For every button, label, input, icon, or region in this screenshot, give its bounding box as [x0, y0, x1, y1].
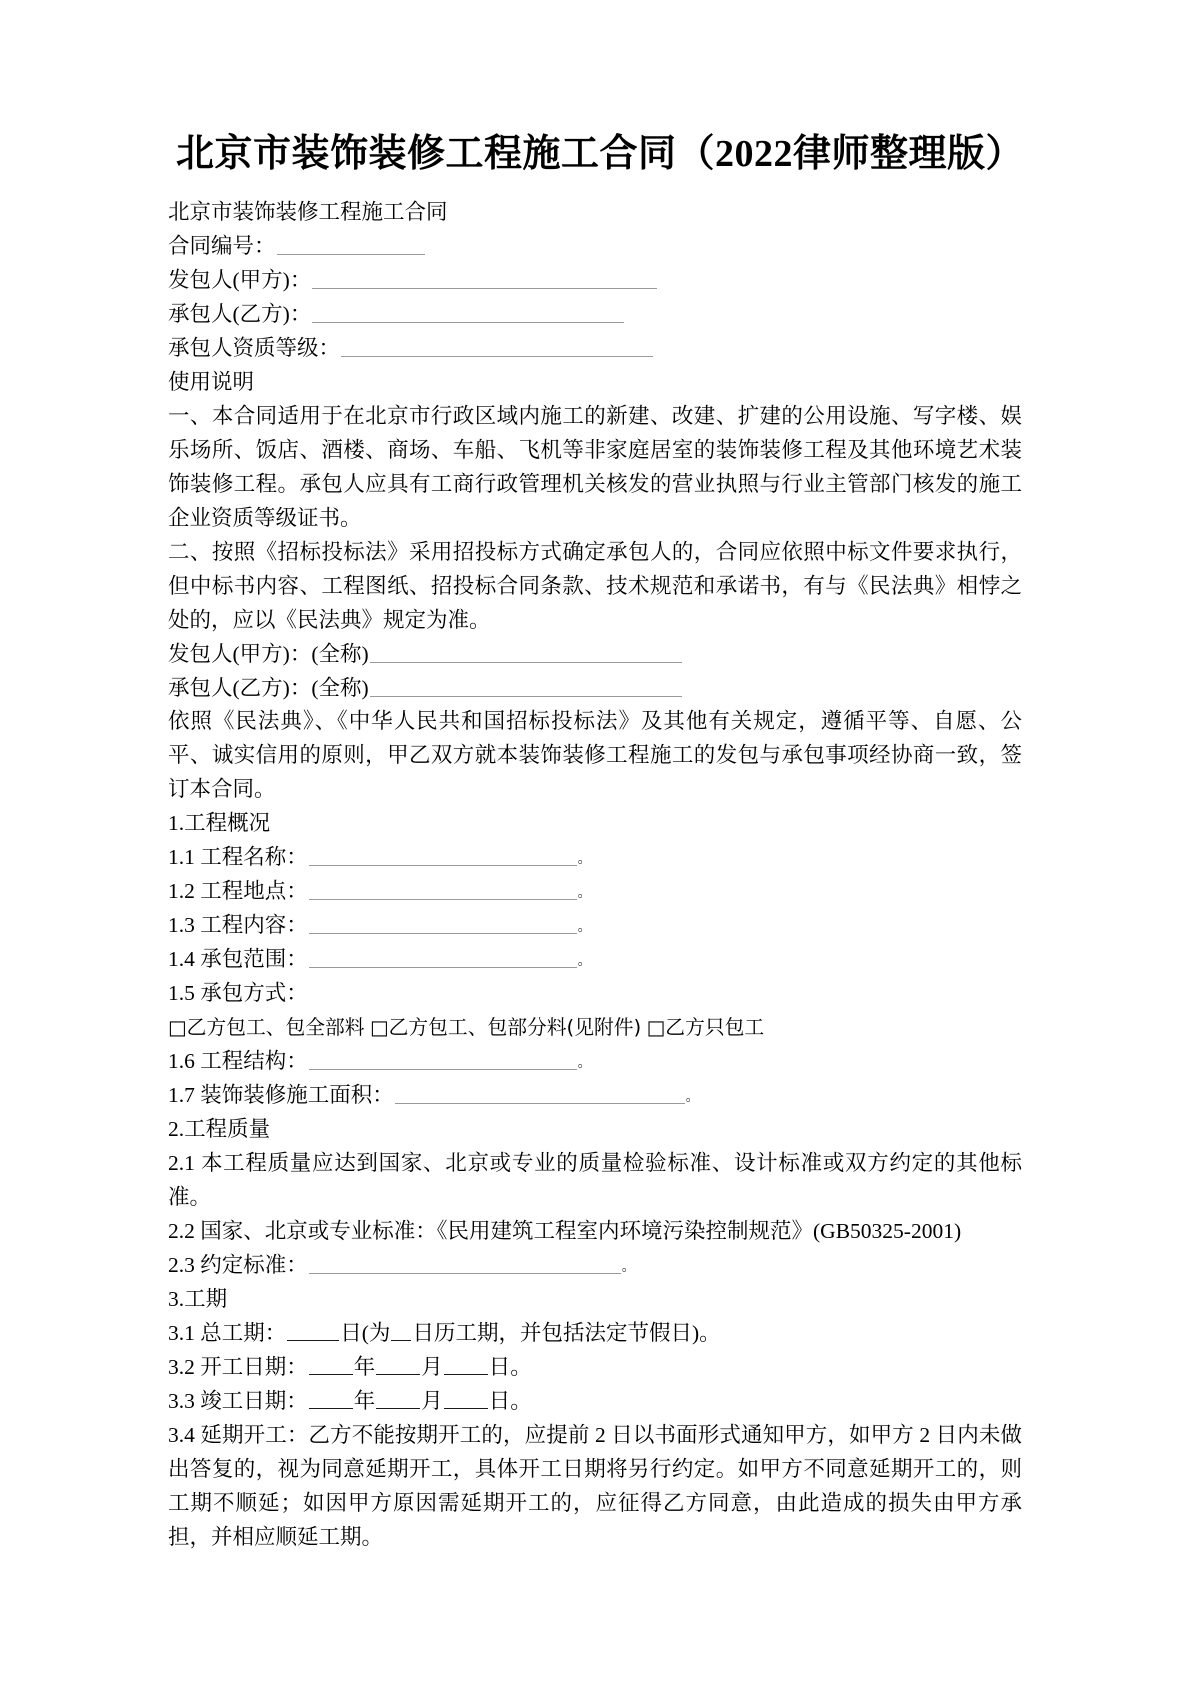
item-1-2-label: 工程地点： [200, 879, 308, 904]
item-1-4-label: 承包范围： [200, 947, 308, 972]
item-3-2-number: 3.2 [168, 1354, 195, 1379]
item-1-2 [168, 875, 1022, 909]
checkbox-option-2[interactable]: □乙方包工、包部分料(见附件) [369, 1016, 642, 1040]
item-1-3 [168, 909, 1022, 943]
qualification-label: 承包人资质等级： [168, 335, 341, 360]
section-3-number: 3. [168, 1286, 185, 1311]
item-1-4-blank[interactable] [309, 945, 577, 969]
field-party-b [168, 298, 1022, 332]
item-1-3-label: 工程内容： [200, 913, 308, 938]
item-2-3-tail: 。 [621, 1258, 636, 1274]
item-3-3 [168, 1385, 1022, 1419]
calendar-days-blank[interactable] [391, 1318, 411, 1341]
item-3-3-label: 竣工日期： [200, 1388, 308, 1413]
item-1-2-tail: 。 [577, 884, 592, 900]
item-1-1-blank[interactable] [309, 843, 577, 867]
item-3-1-label: 总工期： [200, 1320, 287, 1345]
party-a-full-label: 发包人(甲方)：(全称) [168, 641, 369, 666]
field-contract-number [168, 230, 1022, 264]
item-3-1-tail: 日历工期，并包括法定节假日)。 [412, 1320, 721, 1345]
end-year-blank[interactable] [309, 1386, 353, 1409]
contract-number-label: 合同编号： [168, 233, 276, 258]
checkbox-option-1[interactable]: □乙方包工、包全部料 [168, 1016, 365, 1040]
item-1-6-blank[interactable] [309, 1047, 577, 1071]
item-1-4-number: 1.4 [168, 947, 195, 972]
item-3-1-number: 3.1 [168, 1320, 195, 1345]
contract-mode-options [168, 1011, 1022, 1045]
item-1-5 [168, 977, 1022, 1011]
item-3-4: 3.4 延期开工：乙方不能按期开工的，应提前 2 日以书面形式通知甲方，如甲方 2 日内未做出答复的，视为同意延期开工，具体开工日期将另行约定。如甲方不同意延期开工的，则工期不顺延；如因甲方原因需延期开工的，应征得乙方同意，由此造成的损失由甲方承担，并相应顺延工期。 [168, 1422, 1022, 1549]
item-1-1-tail: 。 [577, 850, 592, 866]
document-body [168, 196, 1022, 1555]
section-1-number: 1. [168, 811, 185, 836]
start-day-unit: 日。 [488, 1354, 532, 1379]
start-day-blank[interactable] [444, 1352, 488, 1375]
item-1-2-number: 1.2 [168, 879, 195, 904]
total-duration-blank[interactable] [287, 1318, 339, 1341]
start-year-unit: 年 [353, 1354, 376, 1379]
start-year-blank[interactable] [309, 1352, 353, 1375]
heading-line: 北京市装饰装修工程施工合同 [168, 199, 448, 224]
checkbox-option-3[interactable]: □乙方只包工 [646, 1016, 765, 1040]
end-day-blank[interactable] [444, 1386, 488, 1409]
item-1-1-label: 工程名称： [200, 845, 308, 870]
party-a-label: 发包人(甲方)： [168, 267, 312, 292]
party-b-label: 承包人(乙方)： [168, 301, 312, 326]
party-b-blank[interactable] [312, 299, 624, 323]
item-1-7 [168, 1079, 1022, 1113]
field-party-b-full [168, 672, 1022, 706]
item-3-1-mid: 日(为 [340, 1320, 391, 1345]
section-1-heading [168, 807, 1022, 841]
usage-heading: 使用说明 [168, 369, 255, 394]
item-2-2: 2.2 国家、北京或专业标准：《民用建筑工程室内环境污染控制规范》(GB50325-2001) [168, 1219, 962, 1244]
section-2-heading [168, 1113, 1022, 1147]
item-1-4 [168, 943, 1022, 977]
page-title: 北京市装饰装修工程施工合同（2022律师整理版） [176, 133, 1025, 175]
item-3-2-label: 开工日期： [200, 1354, 308, 1379]
item-1-3-blank[interactable] [309, 911, 577, 935]
item-1-2-blank[interactable] [309, 877, 577, 901]
field-qualification [168, 332, 1022, 366]
usage-item-2: 二、按照《招标投标法》采用招投标方式确定承包人的，合同应依照中标文件要求执行，但中标书内容、工程图纸、招投标合同条款、技术规范和承诺书，有与《民法典》相悖之处的，应以《民法典》规定为准。 [168, 539, 1022, 632]
item-3-2 [168, 1351, 1022, 1385]
item-2-3-blank[interactable] [309, 1250, 621, 1274]
item-1-3-number: 1.3 [168, 913, 195, 938]
party-a-blank[interactable] [312, 265, 657, 289]
section-1-title: 工程概况 [184, 811, 271, 836]
item-1-5-label: 承包方式： [200, 981, 308, 1006]
item-1-5-number: 1.5 [168, 981, 195, 1006]
section-2-number: 2. [168, 1117, 185, 1142]
item-1-1 [168, 841, 1022, 875]
item-3-3-number: 3.3 [168, 1388, 195, 1413]
item-1-6-label: 工程结构： [200, 1049, 308, 1074]
qualification-blank[interactable] [341, 333, 653, 357]
section-2-title: 工程质量 [184, 1117, 271, 1142]
end-month-unit: 月 [421, 1388, 443, 1413]
item-1-6-tail: 。 [577, 1054, 592, 1070]
party-a-full-blank[interactable] [370, 639, 682, 663]
usage-item-1: 一、本合同适用于在北京市行政区域内施工的新建、改建、扩建的公用设施、写字楼、娱乐场所、饭店、酒楼、商场、车船、飞机等非家庭居室的装饰装修工程及其他环境艺术装饰装修工程。承包人应具有工商行政管理机关核发的营业执照与行业主管部门核发的施工企业资质等级证书。 [168, 403, 1022, 530]
item-2-1: 2.1 本工程质量应达到国家、北京或专业的质量检验标准、设计标准或双方约定的其他标准。 [168, 1151, 1022, 1210]
section-3-heading [168, 1283, 1022, 1317]
item-1-4-tail: 。 [577, 952, 592, 968]
section-3-title: 工期 [184, 1286, 228, 1311]
item-1-7-number: 1.7 [168, 1083, 195, 1108]
field-party-a-full [168, 638, 1022, 672]
item-1-1-number: 1.1 [168, 845, 195, 870]
item-1-7-tail: 。 [685, 1088, 700, 1104]
start-month-unit: 月 [421, 1354, 443, 1379]
end-year-unit: 年 [353, 1388, 376, 1413]
end-day-unit: 日。 [488, 1388, 532, 1413]
contract-number-blank[interactable] [277, 231, 425, 255]
item-2-3-number: 2.3 [168, 1252, 195, 1277]
item-1-6 [168, 1045, 1022, 1079]
party-b-full-blank[interactable] [370, 673, 682, 697]
start-month-blank[interactable] [376, 1352, 420, 1375]
item-1-7-blank[interactable] [395, 1081, 685, 1105]
item-1-6-number: 1.6 [168, 1049, 195, 1074]
item-3-1 [168, 1317, 1022, 1351]
item-2-3-label: 约定标准： [200, 1252, 308, 1277]
field-party-a [168, 264, 1022, 298]
item-1-3-tail: 。 [577, 918, 592, 934]
preamble-paragraph: 依照《民法典》、《中华人民共和国招标投标法》及其他有关规定，遵循平等、自愿、公平、诚实信用的原则，甲乙双方就本装饰装修工程施工的发包与承包事项经协商一致，签订本合同。 [168, 709, 1022, 802]
party-b-full-label: 承包人(乙方)：(全称) [168, 675, 369, 700]
item-2-3 [168, 1249, 1022, 1283]
end-month-blank[interactable] [376, 1386, 420, 1409]
item-1-7-label: 装饰装修施工面积： [200, 1083, 394, 1108]
